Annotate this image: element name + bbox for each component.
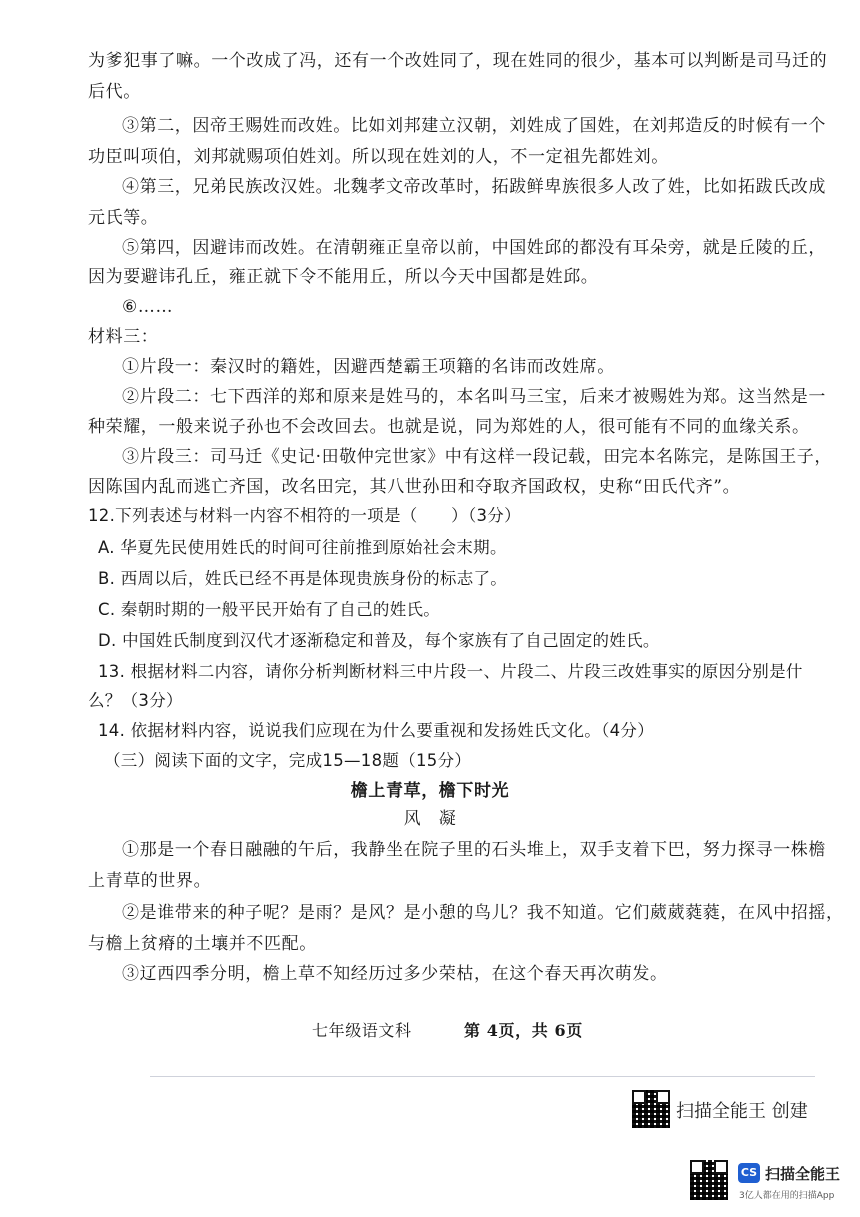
text-line: 因陈国内乱而逃亡齐国，改名田完，其八世孙田和夺取齐国政权，史称“田氏代齐”。: [88, 477, 741, 497]
option-a: A. 华夏先民使用姓氏的时间可往前推到原始社会末期。: [98, 538, 507, 557]
article-paragraph: 上青草的世界。: [88, 871, 212, 891]
section-three-instruction: （三）阅读下面的文字，完成15—18题（15分）: [104, 751, 472, 770]
question-14: 14. 依据材料内容，说说我们应现在为什么要重视和发扬姓氏文化。（4分）: [98, 721, 655, 740]
cs-logo-icon: CS: [738, 1163, 760, 1183]
text-line: ③片段三：司马迁《史记·田敬仲完世家》中有这样一段记载，田完本名陈完，是陈国王子，: [122, 447, 833, 467]
text-line: ④第三，兄弟民族改汉姓。北魏孝文帝改革时，拓跋鲜卑族很多人改了姓，比如拓跋氏改成: [122, 177, 826, 197]
article-title: 檐上青草，檐下时光: [350, 781, 510, 801]
question-12: 12.下列表述与材料一内容不相符的一项是（ ）（3分）: [88, 506, 521, 525]
text-line: 为爹犯事了嘛。一个改成了冯，还有一个改姓同了，现在姓同的很少，基本可以判断是司马迁的: [88, 51, 828, 71]
text-line: ⑥……: [122, 297, 174, 317]
option-b: B. 西周以后，姓氏已经不再是体现贵族身份的标志了。: [98, 569, 508, 588]
option-d: D. 中国姓氏制度到汉代才逐渐稳定和普及，每个家族有了自己固定的姓氏。: [98, 631, 660, 650]
text-line: 因为要避讳孔丘，雍正就下令不能用丘，所以今天中国都是姓邱。: [88, 267, 599, 287]
text-line: 功臣叫项伯，刘邦就赐项伯姓刘。所以现在姓刘的人，不一定祖先都姓刘。: [88, 147, 669, 167]
footer-subject: 七年级语文科: [312, 1021, 412, 1040]
scanner-brand-large: 扫描全能王 创建: [676, 1101, 808, 1122]
option-c: C. 秦朝时期的一般平民开始有了自己的姓氏。: [98, 600, 441, 619]
text-line: 后代。: [88, 82, 141, 102]
text-line: ⑤第四，因避讳而改姓。在清朝雍正皇帝以前，中国姓邱的都没有耳朵旁，就是丘陵的丘，: [122, 238, 826, 258]
footer-page-number: 第 4页，共 6页: [464, 1021, 583, 1040]
scanner-brand-small: 扫描全能王: [765, 1165, 841, 1183]
article-paragraph: 与檐上贫瘠的土壤并不匹配。: [88, 934, 317, 954]
section-heading: 材料三：: [88, 327, 159, 347]
question-13: 13. 根据材料二内容，请你分析判断材料三中片段一、片段二、片段三改姓事实的原因分别是什: [98, 662, 803, 681]
qr-code-small-icon: [690, 1160, 728, 1200]
text-line: 种荣耀，一般来说子孙也不会改回去。也就是说，同为郑姓的人，很可能有不同的血缘关系。: [88, 417, 810, 437]
article-paragraph: ②是谁带来的种子呢？是雨？是风？是小憩的鸟儿？我不知道。它们葳葳蕤蕤，在风中招摇，: [122, 903, 844, 923]
question-13-cont: 么？（3分）: [88, 691, 183, 710]
article-author: 风 凝: [403, 809, 457, 829]
text-line: ③第二，因帝王赐姓而改姓。比如刘邦建立汉朝，刘姓成了国姓，在刘邦造反的时候有一个: [122, 116, 826, 136]
article-paragraph: ①那是一个春日融融的午后，我静坐在院子里的石头堆上，双手支着下巴，努力探寻一株檐: [122, 840, 826, 860]
divider: [150, 1076, 815, 1077]
article-paragraph: ③辽西四季分明，檐上草不知经历过多少荣枯，在这个春天再次萌发。: [122, 964, 668, 984]
text-line: 元氏等。: [88, 208, 159, 228]
text-line: ①片段一：秦汉时的籍姓，因避西楚霸王项籍的名讳而改姓席。: [122, 357, 615, 377]
text-line: ②片段二：七下西洋的郑和原来是姓马的，本名叫马三宝，后来才被赐姓为郑。这当然是一: [122, 387, 826, 407]
qr-code-icon: [632, 1090, 670, 1128]
scanner-tagline: 3亿人都在用的扫描App: [739, 1191, 835, 1201]
